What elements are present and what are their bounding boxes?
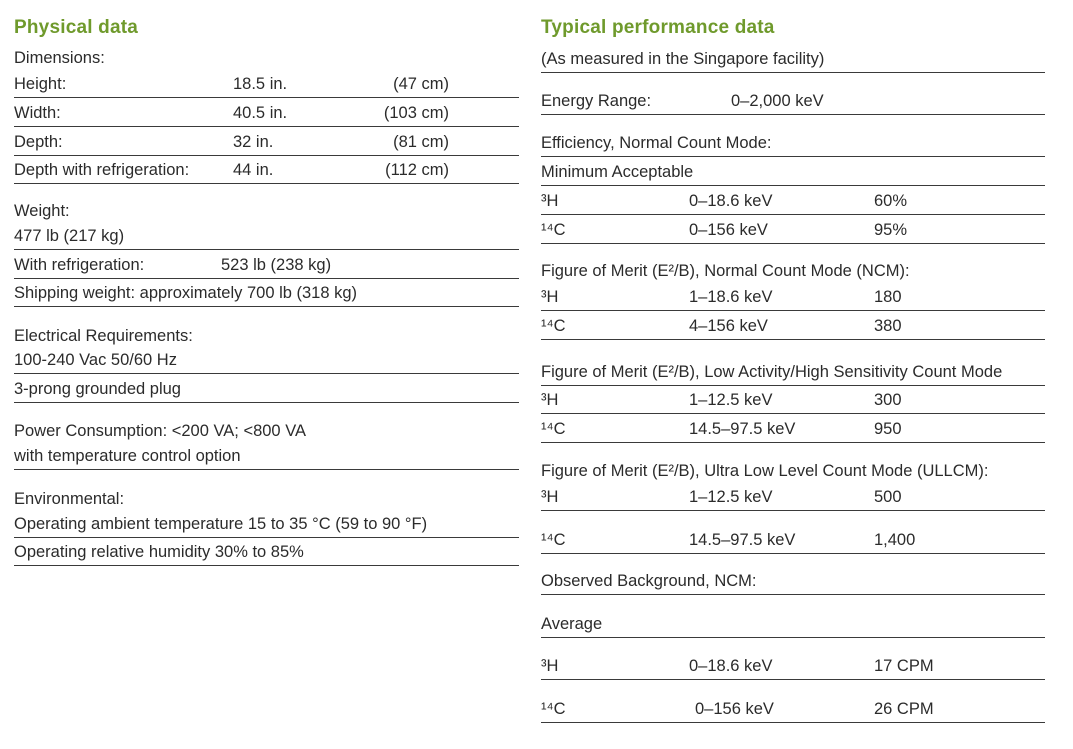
efficiency-row-carbon14: [541, 215, 1045, 244]
dimension-label: Depth with refrigeration:: [14, 161, 190, 179]
energy-window: 14.5–97.5 keV: [689, 531, 796, 549]
shipping-weight: Shipping weight: approximately 700 lb (318 kg): [14, 284, 358, 302]
energy-window: 0–18.6 keV: [689, 192, 773, 210]
dimension-metric: (81 cm): [393, 133, 449, 151]
dimension-metric: (47 cm): [393, 75, 449, 93]
background-label: Observed Background, NCM:: [541, 572, 757, 590]
electrical-row-1: [14, 350, 519, 374]
isotope-label: ¹⁴C: [541, 221, 566, 239]
environmental-temperature: Operating ambient temperature 15 to 35 °C (59 to 90 °F): [14, 515, 428, 533]
efficiency-label: Efficiency, Normal Count Mode:: [541, 134, 772, 152]
subtitle-row: [541, 48, 1045, 73]
power-temperature-option: with temperature control option: [14, 447, 241, 465]
weight-label: Weight:: [14, 202, 70, 220]
background-row-tritium: [541, 638, 1045, 680]
isotope-label: ¹⁴C: [541, 317, 566, 335]
physical-data-title: Physical data: [14, 17, 139, 38]
dimension-label: Width:: [14, 104, 61, 122]
energy-window: 0–156 keV: [689, 221, 768, 239]
fom-la-label: Figure of Merit (E²/B), Low Activity/High Sensitivity Count Mode: [541, 363, 1003, 381]
energy-range-label: Energy Range:: [541, 92, 652, 110]
figure-of-merit-value: 300: [874, 391, 902, 409]
minimum-acceptable-label: Minimum Acceptable: [541, 163, 694, 181]
fom-ncm-row-tritium: [541, 286, 1045, 311]
isotope-label: ³H: [541, 288, 559, 306]
average-row: [541, 595, 1045, 638]
background-row-carbon14: [541, 680, 1045, 723]
electrical-row-2: [14, 374, 519, 403]
dimension-row-depth-refrigeration: [14, 156, 519, 184]
dimension-row-width: [14, 98, 519, 127]
figure-of-merit-value: 1,400: [874, 531, 916, 549]
efficiency-value: 95%: [874, 221, 908, 239]
minimum-acceptable-row: [541, 157, 1045, 186]
isotope-label: ¹⁴C: [541, 420, 566, 438]
figure-of-merit-value: 500: [874, 488, 902, 506]
dimension-row-depth: [14, 127, 519, 156]
shipping-weight-row: [14, 279, 519, 307]
environmental-humidity: Operating relative humidity 30% to 85%: [14, 543, 304, 561]
figure-of-merit-value: 950: [874, 420, 902, 438]
weight-row: [14, 226, 519, 250]
background-value: 26 CPM: [874, 700, 934, 718]
energy-window: 14.5–97.5 keV: [689, 420, 796, 438]
power-consumption: Power Consumption: <200 VA; <800 VA: [14, 422, 306, 440]
isotope-label: ³H: [541, 488, 559, 506]
weight-value: 477 lb (217 kg): [14, 227, 125, 245]
dimension-imperial: 40.5 in.: [233, 104, 288, 122]
fom-ncm-label: Figure of Merit (E²/B), Normal Count Mode (NCM):: [541, 262, 910, 280]
isotope-label: ¹⁴C: [541, 700, 566, 718]
figure-of-merit-value: 380: [874, 317, 902, 335]
dimension-metric: (112 cm): [385, 161, 449, 179]
efficiency-row-tritium: [541, 186, 1045, 215]
figure-of-merit-value: 180: [874, 288, 902, 306]
electrical-plug: 3-prong grounded plug: [14, 380, 181, 398]
dimension-imperial: 32 in.: [233, 133, 274, 151]
energy-window: 0–18.6 keV: [689, 657, 773, 675]
refrigeration-weight-row: [14, 250, 519, 279]
fom-ncm-row-carbon14: [541, 311, 1045, 340]
fom-ullcm-row-carbon14: [541, 511, 1045, 554]
environmental-row-2: [14, 538, 519, 566]
dimension-row-height: [14, 72, 519, 98]
environmental-row-1: [14, 514, 519, 538]
energy-window: 1–18.6 keV: [689, 288, 773, 306]
refrigeration-weight-value: 523 lb (238 kg): [221, 256, 332, 274]
efficiency-value: 60%: [874, 192, 908, 210]
energy-range-value: 0–2,000 keV: [731, 92, 824, 110]
power-row: [14, 446, 519, 470]
energy-window: 4–156 keV: [689, 317, 768, 335]
dimension-metric: (103 cm): [383, 104, 449, 122]
energy-window: 1–12.5 keV: [689, 391, 773, 409]
electrical-label: Electrical Requirements:: [14, 327, 193, 345]
environmental-label: Environmental:: [14, 490, 125, 508]
energy-window: 1–12.5 keV: [689, 488, 773, 506]
energy-window: 0–156 keV: [695, 700, 774, 718]
performance-data-title: Typical performance data: [541, 17, 775, 38]
dimensions-label-row: [14, 49, 519, 71]
background-label-row: [541, 554, 1045, 595]
fom-la-row-carbon14: [541, 414, 1045, 443]
dimension-label: Depth:: [14, 133, 63, 151]
background-value: 17 CPM: [874, 657, 934, 675]
energy-range-row: [541, 90, 1045, 115]
refrigeration-weight-label: With refrigeration:: [14, 256, 145, 274]
electrical-voltage: 100-240 Vac 50/60 Hz: [14, 351, 177, 369]
dimension-label: Height:: [14, 75, 67, 93]
dimension-imperial: 18.5 in.: [233, 75, 288, 93]
isotope-label: ³H: [541, 391, 559, 409]
isotope-label: ³H: [541, 657, 559, 675]
isotope-label: ¹⁴C: [541, 531, 566, 549]
fom-la-label-row: [541, 360, 1045, 386]
performance-subtitle: (As measured in the Singapore facility): [541, 50, 825, 68]
fom-la-row-tritium: [541, 386, 1045, 414]
dimensions-label: Dimensions:: [14, 49, 105, 67]
dimension-imperial: 44 in.: [233, 161, 274, 179]
fom-ullcm-label: Figure of Merit (E²/B), Ultra Low Level Count Mode (ULLCM):: [541, 462, 989, 480]
average-label: Average: [541, 615, 603, 633]
isotope-label: ³H: [541, 192, 559, 210]
efficiency-label-row: [541, 132, 1045, 157]
fom-ullcm-row-tritium: [541, 486, 1045, 511]
